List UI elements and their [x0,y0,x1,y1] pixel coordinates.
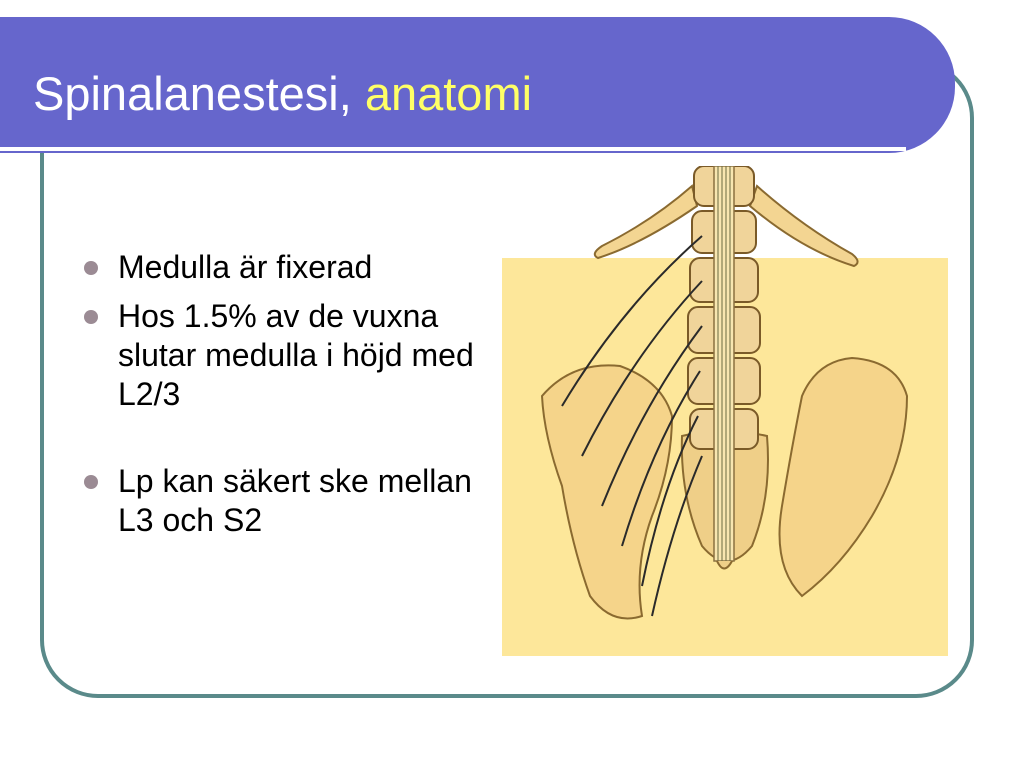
bullet-text: Medulla är fixerad [118,249,373,285]
bullet-dot-icon [84,261,98,275]
title-bar [0,17,955,153]
slide-title [33,66,532,121]
lumbar-spine-anatomy-icon [502,166,948,656]
bullet-text: Lp kan säkert ske mellan L3 och S2 [118,463,472,538]
bullet-item [80,462,500,540]
title-accent: anatomi [364,67,533,120]
bullet-item [80,248,500,287]
title-underline [0,147,906,151]
title-main: Spinalanestesi, [33,67,352,120]
bullet-item [80,297,500,414]
bullet-list [80,248,500,550]
bullet-dot-icon [84,475,98,489]
bullet-dot-icon [84,310,98,324]
bullet-text: Hos 1.5% av de vuxna slutar medulla i höjd med L2/3 [118,298,474,412]
spine-illustration [502,166,948,656]
